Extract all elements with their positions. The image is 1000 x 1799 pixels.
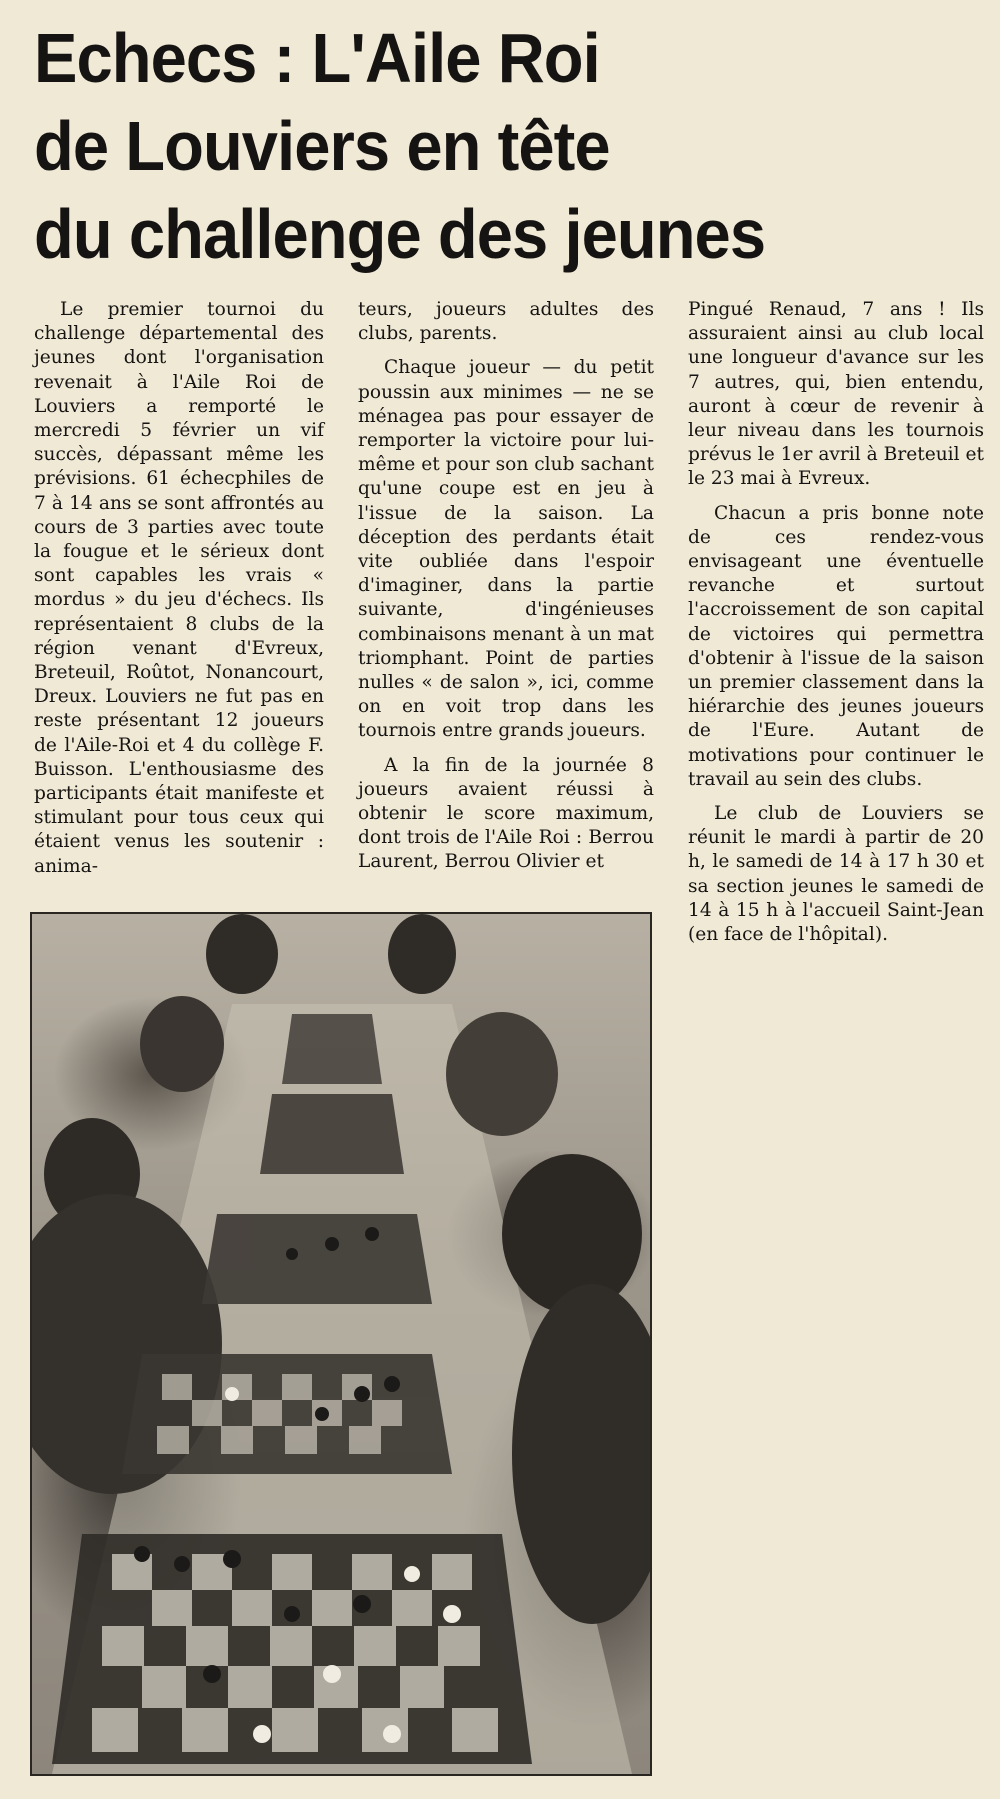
headline-line-3: du challenge des jeunes — [34, 195, 766, 273]
chess-tournament-photo — [30, 912, 652, 1776]
paragraph-motivation: Chacun a pris bonne note de ces rendez-vous envisageant une éventuelle revanche et surtout l'accroissement de son capital de victoires qui permettra d'obtenir à l'issue de la saison un premier classement dans la hiérarchie des jeunes joueurs de l'Eure. Autant de motivations pour continuer le travail au sein des clubs. — [688, 502, 984, 790]
article-column-3 — [688, 298, 984, 947]
paragraph-club-schedule: Le club de Louviers se réunit le mardi à partir de 20 h, le samedi de 14 à 17 h 30 et sa section jeunes le samedi de 14 à 15 h à l'accueil Saint-Jean (en face de l'hôpital). — [688, 803, 984, 946]
paragraph-players: Chaque joueur — du petit poussin aux minimes — ne se ménagea pas pour essayer de remporter la victoire pour lui-même et pour son club sachant qu'une coupe est en jeu à l'issue de la saison. La déception des perdants était vite oubliée dans l'espoir d'imaginer, dans la partie suivante, d'ingénieuses combinaisons menant à un mat triomphant. Point de parties nulles « de salon », ici, comme on en voit trop dans les tournois entre grands joueurs. — [358, 357, 654, 742]
paragraph-results-continued: Pingué Renaud, 7 ans ! Ils assuraient ainsi au club local une longueur d'avance sur les 7 autres, qui, bien entendu, auront à cœur de revenir à leur niveau dans les tournois prévus le 1er avril à Breteuil et le 23 mai à Evreux. — [688, 299, 984, 490]
paragraph-continued: teurs, joueurs adultes des clubs, parents. — [358, 299, 654, 345]
paragraph-results: A la fin de la journée 8 joueurs avaient réussi à obtenir le score maximum, dont trois de l'Aile Roi : Berrou Laurent, Berrou Olivier et — [358, 754, 654, 873]
article-column-1 — [34, 298, 324, 879]
headline-line-1: Echecs : L'Aile Roi — [34, 19, 600, 97]
paragraph-intro: Le premier tournoi du challenge départemental des jeunes dont l'organisation revenait à l'Aile Roi de Louviers a remporté le mercredi 5 février un vif succès, dépassant même les prévisions. 61 échecphiles de 7 à 14 ans se sont affrontés au cours de 3 parties avec toute la fougue et le sérieux dont sont capables les vrais « mordus » du jeu d'échecs. Ils représentaient 8 clubs de la région venant d'Evreux, Breteuil, Roûtot, Nonancourt, Dreux. Louviers ne fut pas en reste présentant 12 joueurs de l'Aile-Roi et 4 du collège F. Buisson. L'enthousiasme des participants était manifeste et stimulant pour tous ceux qui étaient venus les soutenir : anima- — [34, 299, 324, 877]
article-column-2 — [358, 298, 654, 875]
photo-illustration — [32, 914, 650, 1774]
headline — [34, 14, 908, 278]
headline-line-2: de Louviers en tête — [34, 107, 610, 185]
